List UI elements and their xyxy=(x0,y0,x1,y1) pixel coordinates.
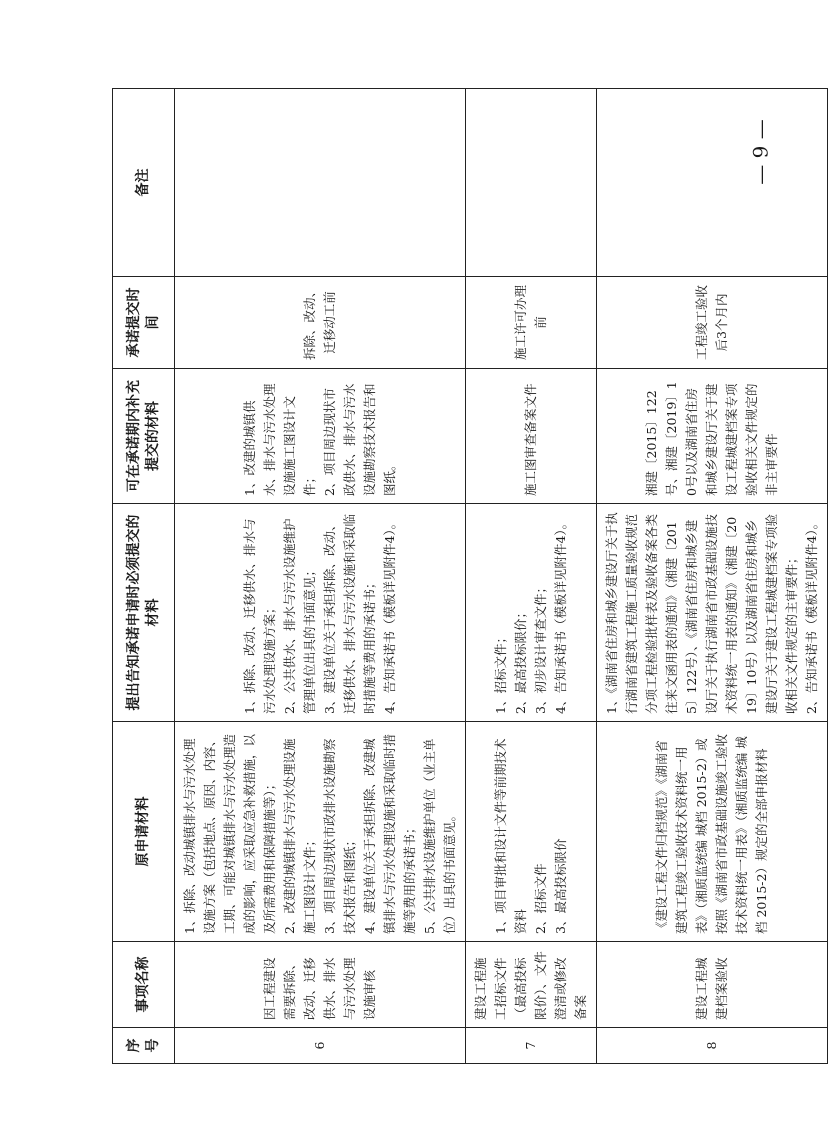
row6-commit-line: 1、拆除、改动、迁移供水、排水与污水处理设施方案； xyxy=(242,518,277,714)
row6-seq: 6 xyxy=(175,1028,466,1064)
header-remark: 备注 xyxy=(113,89,175,277)
row8-commit-line: 2、告知承诺书（模板详见附件4）。 xyxy=(804,516,819,714)
row8-supplement xyxy=(597,369,828,504)
row7-supplement-line: 施工图审查备案文件 xyxy=(523,383,538,496)
row7-original-line: 2、招标文件 xyxy=(533,863,548,934)
header-original: 原申请材料 xyxy=(113,722,175,942)
row6-supplement-line: 1、改建的城镇供水、排水与污水处理设施施工图设计文件； xyxy=(242,383,317,496)
table-row xyxy=(175,89,466,1064)
row7-commit-line: 2、最高投标限价； xyxy=(513,606,528,714)
row6-original-line: 4、建设单位关于承担拆除、改建城镇排水与污水处理设施和采取临时措施等费用的承诺书； xyxy=(362,733,417,934)
row6-original-line: 1、拆除、改动城镇排水与污水处理设施方案（包括地点、原因、内容、工期、可能对城镇排水与污水处理造成的影响，应采取应急补救措施，以及所需费用和保障措施等）； xyxy=(182,733,277,934)
page-number: — 9 — xyxy=(748,119,773,185)
row6-original-line: 3、项目周边现状市政排水设施勘察技术报告和图纸； xyxy=(322,738,357,934)
row7-commit-line: 4、告知承诺书（模板详见附件4）。 xyxy=(553,516,568,714)
row6-original-line: 2、改建的城镇排水与污水处理设施施工图设计文件； xyxy=(282,738,317,934)
row8-time: 工程竣工验收后3个月内 xyxy=(597,277,828,369)
row8-commit-submit xyxy=(597,504,828,722)
row6-time: 拆除、改动、迁移动工前 xyxy=(175,277,466,369)
header-seq: 序号 xyxy=(113,1028,175,1064)
header-item: 事项名称 xyxy=(113,942,175,1028)
row7-original xyxy=(466,722,597,942)
row6-commit-line: 4、告知承诺书（模板详见附件4）。 xyxy=(382,516,397,714)
table-row xyxy=(597,89,828,1064)
rotated-table-container xyxy=(112,89,819,1064)
row7-commit-line: 1、招标文件； xyxy=(493,631,508,714)
header-supplement: 可在承诺期内补充提交的材料 xyxy=(113,369,175,504)
row6-remark xyxy=(175,89,466,277)
row6-original xyxy=(175,722,466,942)
row8-remark xyxy=(597,89,828,277)
row8-item: 建设工程城建档案验收 xyxy=(597,942,828,1028)
row7-original-line: 3、最高投标限价 xyxy=(553,838,568,934)
row6-commit-submit xyxy=(175,504,466,722)
table-row xyxy=(466,89,597,1064)
row7-time: 施工许可办理前 xyxy=(466,277,597,369)
row7-remark xyxy=(466,89,597,277)
header-time: 承诺提交时间 xyxy=(113,277,175,369)
row8-original xyxy=(597,722,828,942)
header-row xyxy=(113,89,175,1064)
row8-seq: 8 xyxy=(597,1028,828,1064)
row7-commit-submit xyxy=(466,504,597,722)
row8-supplement-line: 湘建〔2015〕122号、湘建〔2019〕10号以及湖南省住房和城乡建设厅关于建设工程城建档案专项验收相关文件规定的非主审要件 xyxy=(644,381,779,496)
row7-item: 建设工程施工招标文件（最高投标限价）、文件澄清或修改备案 xyxy=(466,942,597,1028)
row6-original-line: 5、公共排水设施维护单位（业主单位）出具的书面意见。 xyxy=(422,738,457,934)
commitment-table xyxy=(112,88,828,1064)
row7-seq: 7 xyxy=(466,1028,597,1064)
header-commit-submit: 提出告知承诺申请时必须提交的材料 xyxy=(113,504,175,722)
row6-item: 因工程建设需要拆除、改动、迁移供水、排水与污水处理设施审核 xyxy=(175,942,466,1028)
row6-commit-line: 2、公共供水、排水与污水设施维护管理单位出具的书面意见； xyxy=(282,518,317,714)
row6-supplement-line: 2、项目周边现状市政供水、排水与污水设施勘察技术报告和图纸。 xyxy=(322,383,397,496)
row8-original-line: 《建设工程文件归档规范》《湖南省建筑工程竣工验收技术资料统一用表》（湘质监统编 城档 2015-2）或按照《湖南省市政基础设施竣工验收技术资料统一用表》（湘质监统编 城档 2015-2）规定的全部申报材料 xyxy=(654,733,769,934)
row6-commit-line: 3、建设单位关于承担拆除、改动、迁移供水、排水与污水设施和采取临时措施等费用的承诺书； xyxy=(322,513,377,714)
row7-original-line: 1、项目审批和设计文件等前期技术资料 xyxy=(493,738,528,934)
row7-supplement xyxy=(466,369,597,504)
row8-commit-line: 1、《湖南省住房和城乡建设厅关于执行湖南省建筑工程施工质量验收规范分项工程检验批样表及验收备案各类往来文函用表的通知》（湘建〔2015〕122号）、《湖南省住房和城乡建设厅关于执行湖南省市政基础设施技术资料统一用表的通知》（湘建〔2019〕10号）以及湖南省住房和城乡建设厅关于建设工程城建档案专项验收相关文件规定的主审要件； xyxy=(604,512,799,714)
row7-commit-line: 3、初步设计审查文件； xyxy=(533,581,548,714)
row6-supplement xyxy=(175,369,466,504)
